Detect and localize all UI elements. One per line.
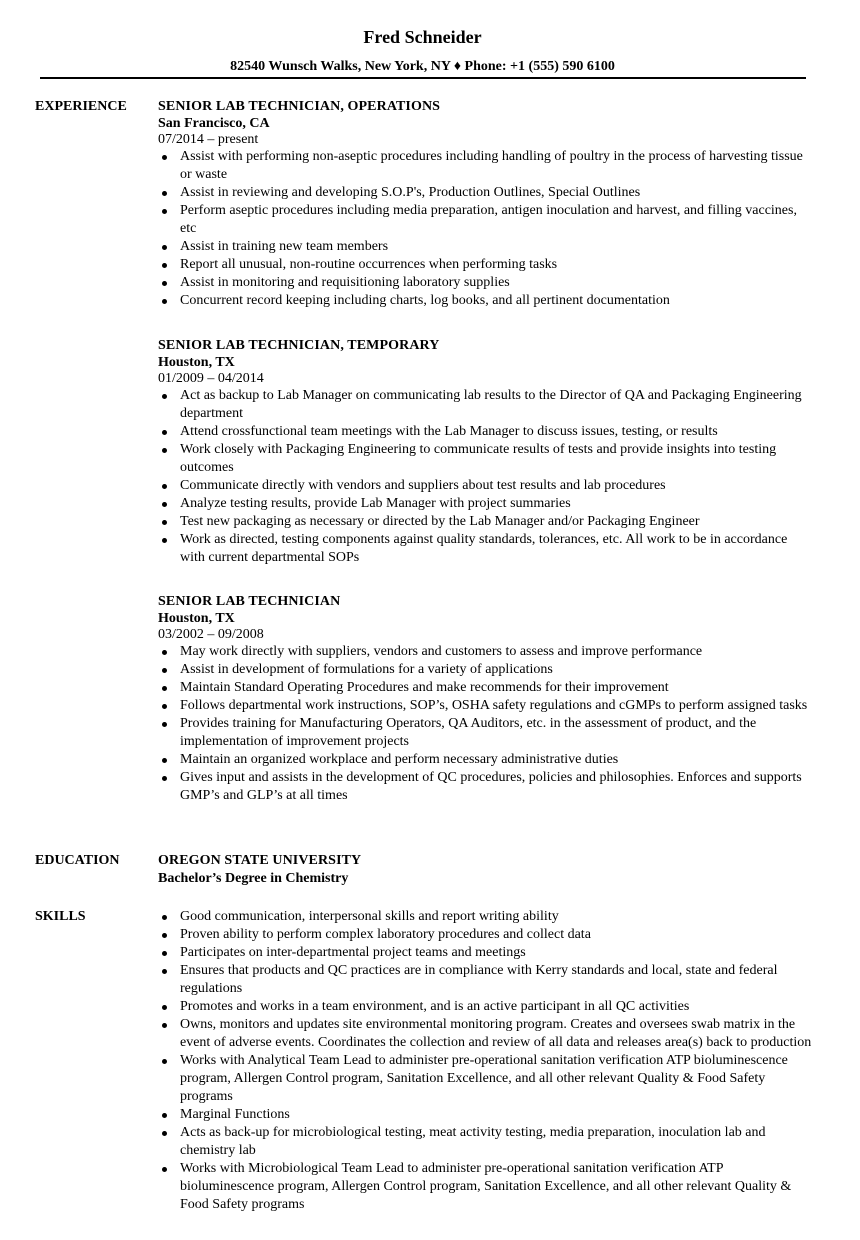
bullet-text: Assist with performing non-aseptic procedures including handling of poultry in the process of harvesting tissue or waste: [180, 149, 803, 182]
education-section-label: EDUCATION: [35, 853, 120, 868]
header-divider: [40, 77, 806, 79]
bullet-text: Assist in training new team members: [180, 239, 389, 254]
bullet-item: [158, 769, 813, 805]
bullet-icon: [162, 394, 167, 399]
bullet-icon: [162, 263, 167, 268]
bullet-text: Provides training for Manufacturing Operators, QA Auditors, etc. in the assessment of product, and the implementation of improvement projects: [180, 716, 757, 749]
bullet-text: Assist in development of formulations for a variety of applications: [180, 662, 553, 677]
bullet-item: [158, 184, 813, 202]
bullet-item: [158, 477, 813, 495]
bullet-text: Work as directed, testing components against quality standards, tolerances, etc. All work to be in accordance with current departmental SOPs: [180, 532, 788, 565]
bullet-text: Assist in monitoring and requisitioning laboratory supplies: [180, 275, 510, 290]
bullet-text: Work closely with Packaging Engineering to communicate results of tests and provide insights into testing outcomes: [180, 442, 777, 475]
bullet-item: [158, 238, 813, 256]
bullet-item: [158, 423, 813, 441]
bullet-item: [158, 679, 813, 697]
bullet-icon: [162, 668, 167, 673]
bullet-text: Assist in reviewing and developing S.O.P's, Production Outlines, Special Outlines: [180, 185, 641, 200]
bullet-icon: [162, 776, 167, 781]
skill-item: [158, 998, 813, 1016]
bullet-icon: [162, 1005, 167, 1010]
bullet-icon: [162, 281, 167, 286]
skill-item: [158, 908, 813, 926]
education-entry: [158, 852, 813, 888]
skill-item: [158, 1124, 813, 1160]
job-dates: 07/2014 – present: [158, 132, 259, 147]
bullet-icon: [162, 722, 167, 727]
bullet-icon: [162, 1131, 167, 1136]
bullet-icon: [162, 520, 167, 525]
bullet-text: May work directly with suppliers, vendors and customers to assess and improve performance: [180, 644, 703, 659]
job-location: San Francisco, CA: [158, 116, 270, 131]
bullet-icon: [162, 502, 167, 507]
skill-item: [158, 1106, 813, 1124]
bullet-text: Gives input and assists in the development of QC procedures, policies and philosophies. Enforces and supports GMP’s and GLP’s at all times: [180, 770, 802, 803]
job-title: SENIOR LAB TECHNICIAN: [158, 594, 341, 609]
job-entry: [158, 98, 813, 310]
skill-item: [158, 962, 813, 998]
skill-item: [158, 1160, 813, 1214]
bullet-icon: [162, 155, 167, 160]
bullet-icon: [162, 245, 167, 250]
bullet-item: [158, 661, 813, 679]
bullet-icon: [162, 758, 167, 763]
bullet-icon: [162, 915, 167, 920]
bullet-icon: [162, 1113, 167, 1118]
bullet-icon: [162, 1167, 167, 1172]
bullet-item: [158, 441, 813, 477]
skill-text: Participates on inter-departmental project teams and meetings: [180, 945, 526, 960]
bullet-icon: [162, 484, 167, 489]
bullet-text: Follows departmental work instructions, SOP’s, OSHA safety regulations and cGMPs to perform assigned tasks: [180, 698, 808, 713]
job-location: Houston, TX: [158, 355, 235, 370]
bullet-text: Report all unusual, non-routine occurrences when performing tasks: [180, 257, 558, 272]
job-bullets: [158, 148, 813, 310]
job-entry: [158, 593, 813, 805]
skill-text: Owns, monitors and updates site environmental monitoring program. Creates and oversees swab matrix in the event of adverse events. Coordinates the collection and review of all data and releases area(s) back to production: [180, 1017, 812, 1050]
job-bullets: [158, 387, 813, 567]
bullet-icon: [162, 430, 167, 435]
bullet-text: Communicate directly with vendors and suppliers about test results and lab procedures: [180, 478, 666, 493]
bullet-item: [158, 697, 813, 715]
bullet-icon: [162, 951, 167, 956]
school-name: OREGON STATE UNIVERSITY: [158, 853, 362, 868]
bullet-icon: [162, 704, 167, 709]
skill-text: Acts as back-up for microbiological testing, meat activity testing, media preparation, inoculation lab and chemistry lab: [180, 1125, 766, 1158]
bullet-text: Analyze testing results, provide Lab Manager with project summaries: [180, 496, 571, 511]
skill-text: Ensures that products and QC practices are in compliance with Kerry standards and local, state and federal regulations: [180, 963, 778, 996]
skills-section-label: SKILLS: [35, 909, 86, 924]
bullet-text: Attend crossfunctional team meetings with the Lab Manager to discuss issues, testing, or results: [180, 424, 718, 439]
bullet-item: [158, 292, 813, 310]
skill-text: Marginal Functions: [180, 1107, 290, 1122]
bullet-item: [158, 751, 813, 769]
bullet-item: [158, 148, 813, 184]
skill-text: Proven ability to perform complex laboratory procedures and collect data: [180, 927, 591, 942]
skill-item: [158, 944, 813, 962]
bullet-icon: [162, 191, 167, 196]
bullet-icon: [162, 1023, 167, 1028]
bullet-icon: [162, 933, 167, 938]
job-location: Houston, TX: [158, 611, 235, 626]
bullet-item: [158, 531, 813, 567]
bullet-item: [158, 643, 813, 661]
skill-text: Works with Microbiological Team Lead to administer pre-operational sanitation verification ATP bioluminescence program, Allergen Control program, Sanitation Excellence, and all other relevant Quality & Food Safety programs: [180, 1161, 792, 1212]
bullet-item: [158, 274, 813, 292]
bullet-icon: [162, 1059, 167, 1064]
skill-text: Good communication, interpersonal skills and report writing ability: [180, 909, 559, 924]
job-dates: 03/2002 – 09/2008: [158, 627, 264, 642]
bullet-text: Maintain Standard Operating Procedures and make recommends for their improvement: [180, 680, 669, 695]
bullet-item: [158, 202, 813, 238]
degree: Bachelor’s Degree in Chemistry: [158, 871, 349, 886]
bullet-text: Act as backup to Lab Manager on communicating lab results to the Director of QA and Packaging Engineering department: [180, 388, 802, 421]
bullet-icon: [162, 686, 167, 691]
bullet-icon: [162, 969, 167, 974]
bullet-item: [158, 387, 813, 423]
job-title: SENIOR LAB TECHNICIAN, TEMPORARY: [158, 338, 440, 353]
job-dates: 01/2009 – 04/2014: [158, 371, 264, 386]
bullet-text: Concurrent record keeping including charts, log books, and all pertinent documentation: [180, 293, 670, 308]
bullet-item: [158, 513, 813, 531]
job-bullets: [158, 643, 813, 805]
skill-text: Works with Analytical Team Lead to administer pre-operational sanitation verification ATP bioluminescence program, Allergen Control program, Sanitation Excellence, and all other relevant Quality & Food Safety programs: [180, 1053, 788, 1104]
skill-text: Promotes and works in a team environment, and is an active participant in all QC activities: [180, 999, 690, 1014]
bullet-item: [158, 715, 813, 751]
bullet-icon: [162, 538, 167, 543]
job-title: SENIOR LAB TECHNICIAN, OPERATIONS: [158, 99, 441, 114]
skill-item: [158, 926, 813, 944]
bullet-text: Maintain an organized workplace and perform necessary administrative duties: [180, 752, 619, 767]
bullet-item: [158, 495, 813, 513]
skill-item: [158, 1052, 813, 1106]
skill-item: [158, 1016, 813, 1052]
skills-entry: [158, 908, 813, 1214]
job-entry: [158, 337, 813, 567]
bullet-icon: [162, 650, 167, 655]
skills-list: [158, 908, 813, 1214]
bullet-icon: [162, 448, 167, 453]
contact-line: 82540 Wunsch Walks, New York, NY ♦ Phone: +1 (555) 590 6100: [230, 59, 615, 74]
bullet-text: Perform aseptic procedures including media preparation, antigen inoculation and harvest, and filling vaccines, etc: [180, 203, 797, 236]
bullet-icon: [162, 209, 167, 214]
bullet-item: [158, 256, 813, 274]
bullet-text: Test new packaging as necessary or directed by the Lab Manager and/or Packaging Engineer: [180, 514, 700, 529]
experience-section-label: EXPERIENCE: [35, 99, 127, 114]
candidate-name: Fred Schneider: [363, 27, 482, 47]
bullet-icon: [162, 299, 167, 304]
